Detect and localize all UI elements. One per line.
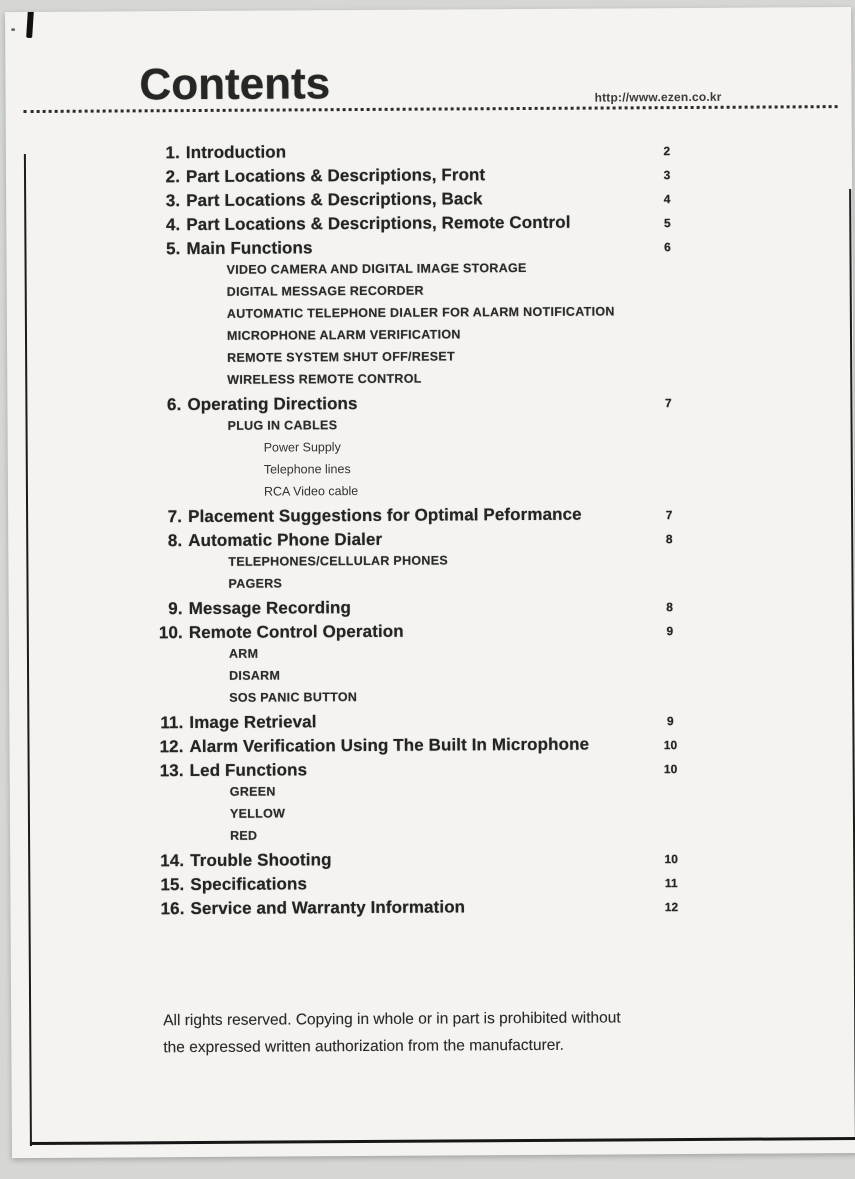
toc-entry-page: 10 xyxy=(663,738,678,753)
toc-entry-number: 2. xyxy=(165,167,181,187)
toc-subentry-label: DIGITAL MESSAGE RECORDER xyxy=(226,283,424,299)
toc-entry-page: 9 xyxy=(666,714,674,729)
toc-entry-page: 6 xyxy=(664,240,671,255)
toc-subentry-label: PAGERS xyxy=(228,576,283,591)
toc-entry-page: 11 xyxy=(664,876,678,891)
toc-entry-label: Part Locations & Descriptions, Remote Control xyxy=(186,212,571,235)
toc-subentry-label: ARM xyxy=(228,646,259,661)
toc-entry-number: 4. xyxy=(165,215,181,235)
toc-entry-image-retrieval xyxy=(151,710,717,737)
toc-subentry-label: MICROPHONE ALARM VERIFICATION xyxy=(226,327,461,343)
table-of-contents xyxy=(148,140,719,923)
toc-entry-label: Part Locations & Descriptions, Back xyxy=(186,189,483,211)
toc-entry-alarm-verification xyxy=(151,734,717,761)
toc-entry-label: Remote Control Operation xyxy=(188,621,404,643)
website-url: http://www.ezen.co.kr xyxy=(592,90,725,105)
toc-entry-number: 11. xyxy=(160,713,184,733)
toc-subentry-label: DISARM xyxy=(229,668,281,683)
toc-entry-page: 12 xyxy=(664,900,679,915)
page-border-right xyxy=(849,189,855,1140)
toc-entry-label: Message Recording xyxy=(188,598,352,619)
toc-entry-automatic-phone-dialer xyxy=(150,528,716,555)
toc-entry-number: 16. xyxy=(160,899,185,919)
scanned-page xyxy=(5,7,855,1158)
toc-entry-number: 8. xyxy=(167,531,183,551)
toc-subentry-label: Power Supply xyxy=(263,440,341,455)
toc-entry-part-locations-remote xyxy=(148,212,714,239)
toc-entry-specifications xyxy=(152,872,718,899)
toc-subentry-label: VIDEO CAMERA AND DIGITAL IMAGE STORAGE xyxy=(226,260,527,277)
toc-entry-label: Image Retrieval xyxy=(189,712,317,733)
toc-entry-trouble-shooting xyxy=(152,848,718,875)
toc-entry-page: 10 xyxy=(663,762,678,777)
toc-entry-page: 9 xyxy=(666,624,674,639)
toc-entry-number: 9. xyxy=(168,599,183,619)
toc-entry-main-functions xyxy=(148,236,714,263)
toc-entry-number: 10. xyxy=(158,623,183,643)
toc-entry-page: 8 xyxy=(666,600,674,615)
copyright-notice xyxy=(163,1004,703,1062)
toc-entry-number: 15. xyxy=(160,875,185,895)
toc-entry-label: Introduction xyxy=(185,142,287,163)
toc-entry-label: Led Functions xyxy=(189,760,308,781)
toc-entry-part-locations-back xyxy=(148,188,714,215)
toc-entry-operating-directions xyxy=(149,392,715,419)
toc-entry-message-recording xyxy=(151,596,717,623)
toc-entry-page: 5 xyxy=(663,216,671,231)
toc-entry-introduction xyxy=(148,140,714,167)
toc-subentry-label: Telephone lines xyxy=(263,462,351,477)
toc-entry-label: Trouble Shooting xyxy=(190,850,332,871)
toc-subentry-label: AUTOMATIC TELEPHONE DIALER FOR ALARM NOTIFICATION xyxy=(226,304,615,321)
toc-entry-led-functions xyxy=(152,758,718,785)
toc-entry-page: 8 xyxy=(665,532,673,547)
toc-entry-service-warranty xyxy=(152,896,718,923)
toc-entry-placement-suggestions xyxy=(150,504,716,531)
toc-subentry-label: RED xyxy=(230,828,258,843)
toc-entry-label: Alarm Verification Using The Built In Microphone xyxy=(189,734,590,757)
copyright-line-1: All rights reserved. Copying in whole or in part is prohibited without xyxy=(163,1009,621,1030)
toc-entry-label: Main Functions xyxy=(186,238,313,259)
toc-entry-number: 6. xyxy=(166,395,182,415)
toc-subentry-label: WIRELESS REMOTE CONTROL xyxy=(227,371,422,387)
toc-entry-label: Part Locations & Descriptions, Front xyxy=(185,165,486,187)
toc-entry-page: 7 xyxy=(665,508,673,523)
toc-entry-page: 3 xyxy=(663,168,671,183)
toc-subentry-label: RCA Video cable xyxy=(263,484,359,499)
toc-entry-number: 14. xyxy=(160,851,185,871)
toc-entry-page: 2 xyxy=(663,144,671,159)
toc-entry-page: 4 xyxy=(663,192,671,207)
toc-entry-number: 3. xyxy=(165,191,181,211)
toc-entry-number: 1. xyxy=(165,143,180,163)
toc-entry-number: 12. xyxy=(159,737,184,757)
toc-subentry-label: YELLOW xyxy=(229,806,286,821)
toc-entry-part-locations-front xyxy=(148,164,714,191)
toc-entry-page: 7 xyxy=(664,396,672,411)
toc-entry-label: Operating Directions xyxy=(187,394,358,415)
toc-entry-label: Service and Warranty Information xyxy=(190,897,466,919)
page-border-bottom xyxy=(30,1137,855,1145)
toc-entry-label: Specifications xyxy=(190,874,308,895)
toc-entry-number: 7. xyxy=(167,507,183,527)
masthead xyxy=(5,7,852,132)
toc-subentry-label: TELEPHONES/CELLULAR PHONES xyxy=(228,553,449,569)
copyright-line-2: the expressed written authorization from the manufacturer. xyxy=(163,1036,565,1057)
toc-entry-remote-control-operation xyxy=(151,620,717,647)
toc-subentry-label: GREEN xyxy=(229,784,276,799)
toc-entry-label: Placement Suggestions for Optimal Peformance xyxy=(188,504,582,527)
page-border-left xyxy=(24,154,32,1146)
toc-subentry-label: REMOTE SYSTEM SHUT OFF/RESET xyxy=(227,349,456,365)
toc-subentry-label: PLUG IN CABLES xyxy=(227,418,338,433)
toc-entry-label: Automatic Phone Dialer xyxy=(188,529,383,551)
page-title: Contents xyxy=(139,59,331,110)
toc-entry-number: 5. xyxy=(166,239,181,259)
toc-subentry-label: SOS PANIC BUTTON xyxy=(229,690,358,705)
toc-entry-number: 13. xyxy=(159,761,184,781)
toc-entry-page: 10 xyxy=(664,852,679,867)
